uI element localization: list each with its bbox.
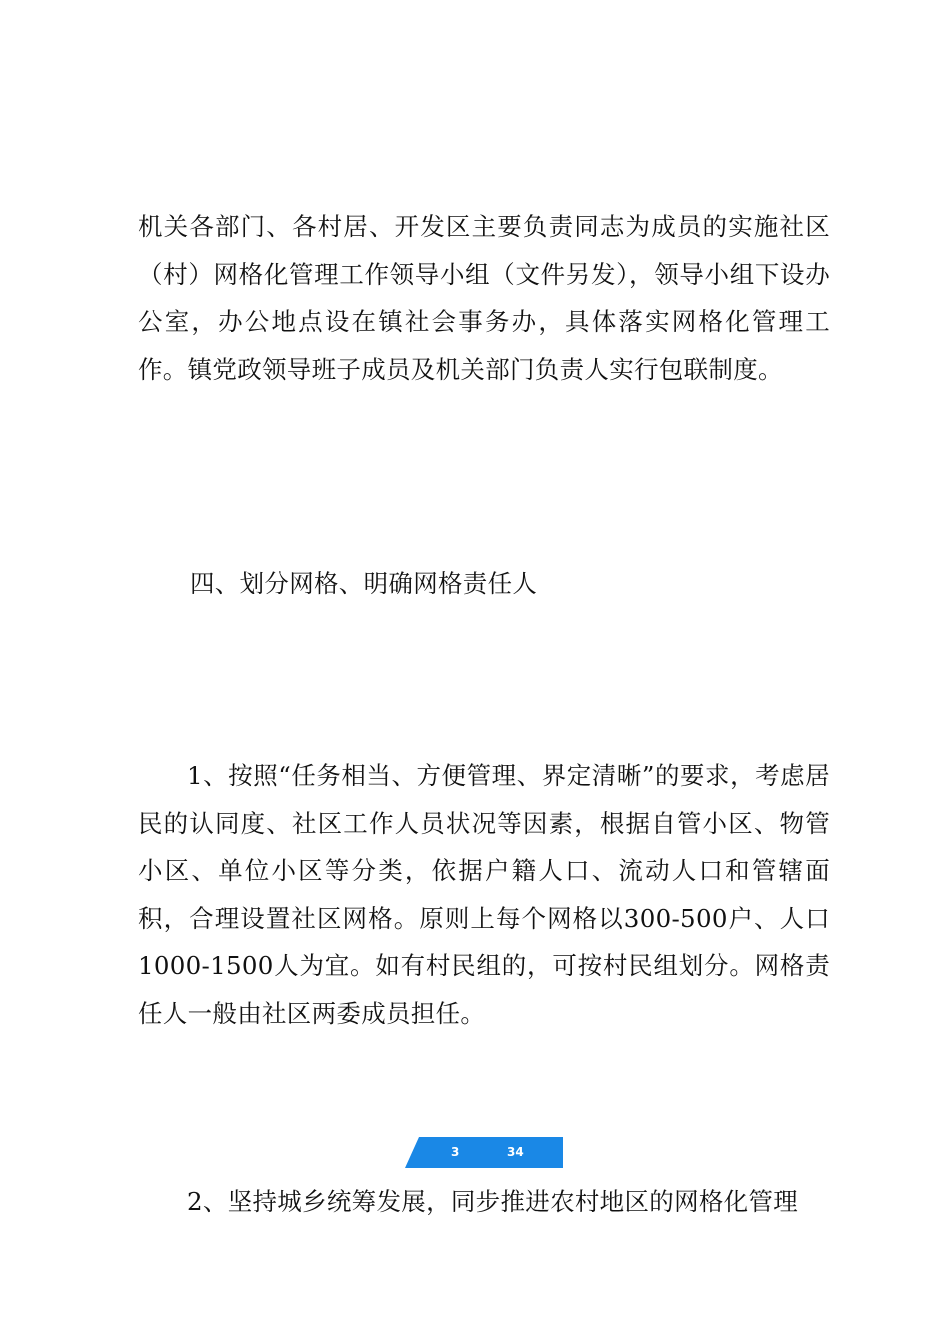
section-heading: 四、划分网格、明确网格责任人 — [190, 569, 538, 598]
body-paragraph: 机关各部门、各村居、开发区主要负责同志为成员的实施社区（村）网格化管理工作领导小组（文件另发），领导小组下设办公室，办公地点设在镇社会事务办，具体落实网格化管理工作。镇党政领导班子成员及机关部门负责人实行包联制度。 — [138, 212, 830, 384]
total-page-count: 34 — [507, 1145, 524, 1159]
page-badge-shape — [405, 1137, 563, 1168]
current-page-number: 3 — [451, 1145, 460, 1159]
body-paragraph: 1、按照“任务相当、方便管理、界定清晰”的要求，考虑居民的认同度、社区工作人员状况等因素，根据自管小区、物管小区、单位小区等分类，依据户籍人口、流动人口和管辖面积，合理设置社区网格。原则上每个网格以300-500户、人口1000-1500人为宜。如有村民组的，可按村民组划分。网格责任人一般由社区两委成员担任。 — [138, 761, 830, 1028]
page-number-badge — [405, 1137, 563, 1168]
body-paragraph: 2、坚持城乡统筹发展，同步推进农村地区的网格化管理 — [187, 1187, 799, 1216]
